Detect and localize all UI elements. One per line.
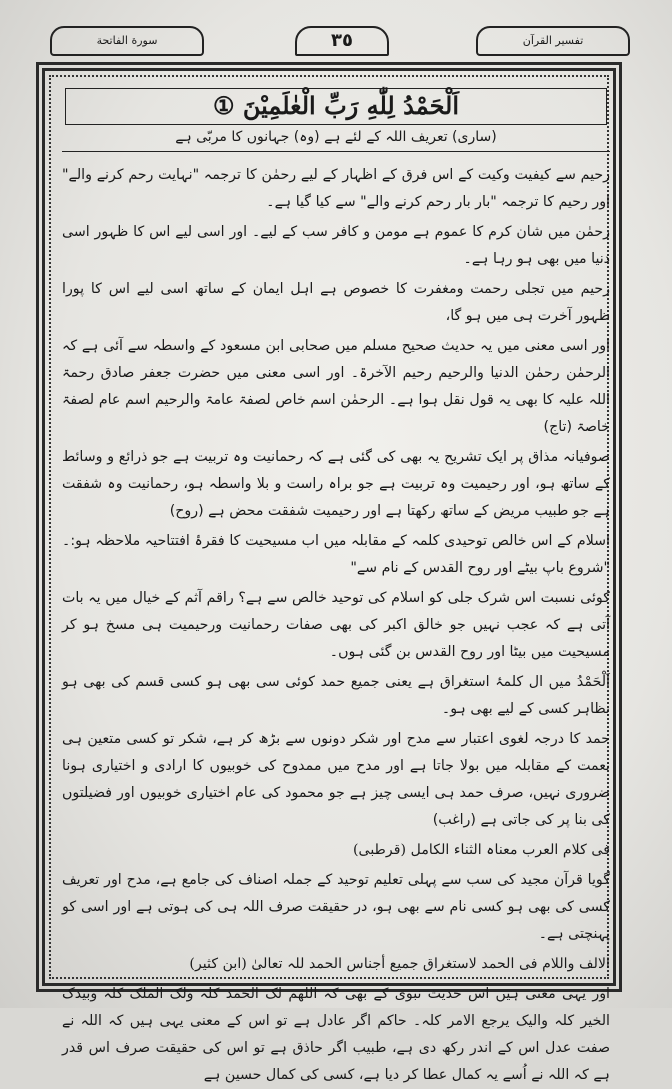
paragraph-11: گویا قرآن مجید کی سب سے پہلی تعلیم توحید کے جملہ اصناف کی جامع ہے، مدح اور تعریف کسی کی بھی ہو کسی نام سے بھی ہو، در حقیقت صرف اللہ ہی کی ہوتی ہے اور اسی کو پہنچتی ہے۔ — [62, 872, 610, 942]
paragraph-2: رحمٰن میں شان کرم کا عموم ہے مومن و کافر سب کے لیے۔ اور اسی لیے اس کا ظہور اسی دنیا میں بھی ہو رہا ہے۔ — [62, 224, 610, 267]
paragraph-9: حمد کا درجہ لغوی اعتبار سے مدح اور شکر دونوں سے بڑھ کر ہے، شکر تو کسی متعین ہی نعمت کے مقابلہ میں بولا جاتا ہے اور مدح میں ممدوح کی خوبیوں کا ارادی و اختیاری ہونا ضروری نہیں، صرف حمد ہی ایسی چیز ہے جو محمود کی عام اختیاری خوبیوں اور فضیلتوں کی بنا پر کی جاتی ہے (راغب) — [62, 731, 610, 828]
verse-arabic: اَلْحَمْدُ لِلّٰهِ رَبِّ الْعٰلَمِيْنَ ① — [65, 88, 607, 125]
book-title-label: تفسير القرآن — [476, 26, 630, 56]
page-content — [62, 88, 610, 1083]
paragraph-13: اور یہی معنی ہیں اس حدیث نبوی کے بھی کہ اللھم لک الحمد کلہ ولک الملک کلہ وبیدک الخیر کلہ والیک یرجع الامر کلہ۔ حاکم اگر عادل ہے تو اس کے معنی یہی ہیں کہ اللہ نے صفت عدل اس کے اندر رکھ دی ہے، طبیب اگر حاذق ہے تو اس کی حقیقت صرف اس قدر ہے کہ اللہ نے اُسے یہ کمال عطا کر دیا ہے، کسی کی کمال حسین ہے — [62, 986, 610, 1083]
page-header — [40, 22, 640, 58]
paragraph-3: رحیم میں تجلی رحمت ومغفرت کا خصوص ہے اہل ایمان کے ساتھ اسی لیے اس کا پورا ظہور آخرت ہی میں ہو گا، — [62, 281, 610, 324]
verse-translation: (ساری) تعریف اللہ کے لئے ہے (وہ) جہانوں کا مربّی ہے — [62, 125, 610, 152]
paragraph-4: اور اسی معنی میں یہ حدیث صحیح مسلم میں صحابی ابن مسعود کے واسطہ سے آئی ہے کہ الرحمٰن رحمٰن الدنیا والرحیم رحیم الآخرۃ۔ اور اسی معنی میں حضرت جعفر صادق رحمۃ اللہ علیہ کا بھی یہ قول نقل ہوا ہے۔ الرحمٰن اسم خاص لصفۃ عامۃ والرحیم اسم عام لصفۃ خاصۃ (تاج) — [62, 338, 610, 435]
paragraph-10: فی کلام العرب معناہ الثناء الکامل (قرطبی) — [353, 842, 610, 858]
surah-name-label: سورة الفاتحة — [50, 26, 204, 56]
paragraph-7: کوئی نسبت اس شرک جلی کو اسلام کی توحید خالص سے ہے؟ راقم آثم کے خیال میں یہ بات آتی ہے کہ عجب نہیں جو خالق اکبر کی بھی صفات رحمانیت ورحیمیت ہی مسخ ہو کر مسیحیت میں بیٹا اور روح القدس بن گئی ہوں۔ — [62, 590, 610, 660]
paragraph-1: رحیم سے کیفیت وکیت کے اس فرق کے اظہار کے لیے رحمٰن کا ترجمہ "نہایت رحم کرنے والے" اور رحیم کا ترجمہ "بار بار رحم کرنے والے" سے کیا گیا ہے۔ — [62, 167, 610, 210]
paragraph-5: صوفیانہ مذاق پر ایک تشریح یہ بھی کی گئی ہے کہ رحمانیت وہ تربیت ہے جو ذرائع و وسائط کے ساتھ ہو، اور رحیمیت وہ تربیت ہے جو براہ راست و بلا واسطہ ہو، رحمانیت وہ شفقت ہے جو طبیب مریض کے ساتھ رکھتا ہے اور رحیمیت شفقت محض ہے (روح) — [62, 449, 610, 519]
page-number: ٣٥ — [295, 26, 389, 56]
paragraph-6: اسلام کے اس خالص توحیدی کلمہ کے مقابلہ میں اب مسیحیت کا فقرۂ افتتاحیہ ملاحظہ ہو:۔ "شروع باپ بیٹے اور روح القدس کے نام سے" — [62, 533, 610, 576]
paragraph-8: اَلْحَمْدُ میں ال کلمۂ استغراق ہے یعنی جمیع حمد کوئی سی بھی ہو کسی قسم کی بھی ہو بظاہر کسی کے لیے بھی ہو۔ — [62, 674, 610, 717]
paragraph-12: الالف واللام فی الحمد لاستغراق جمیع أجناس الحمد للہ تعالیٰ (ابن کثیر) — [189, 956, 610, 972]
